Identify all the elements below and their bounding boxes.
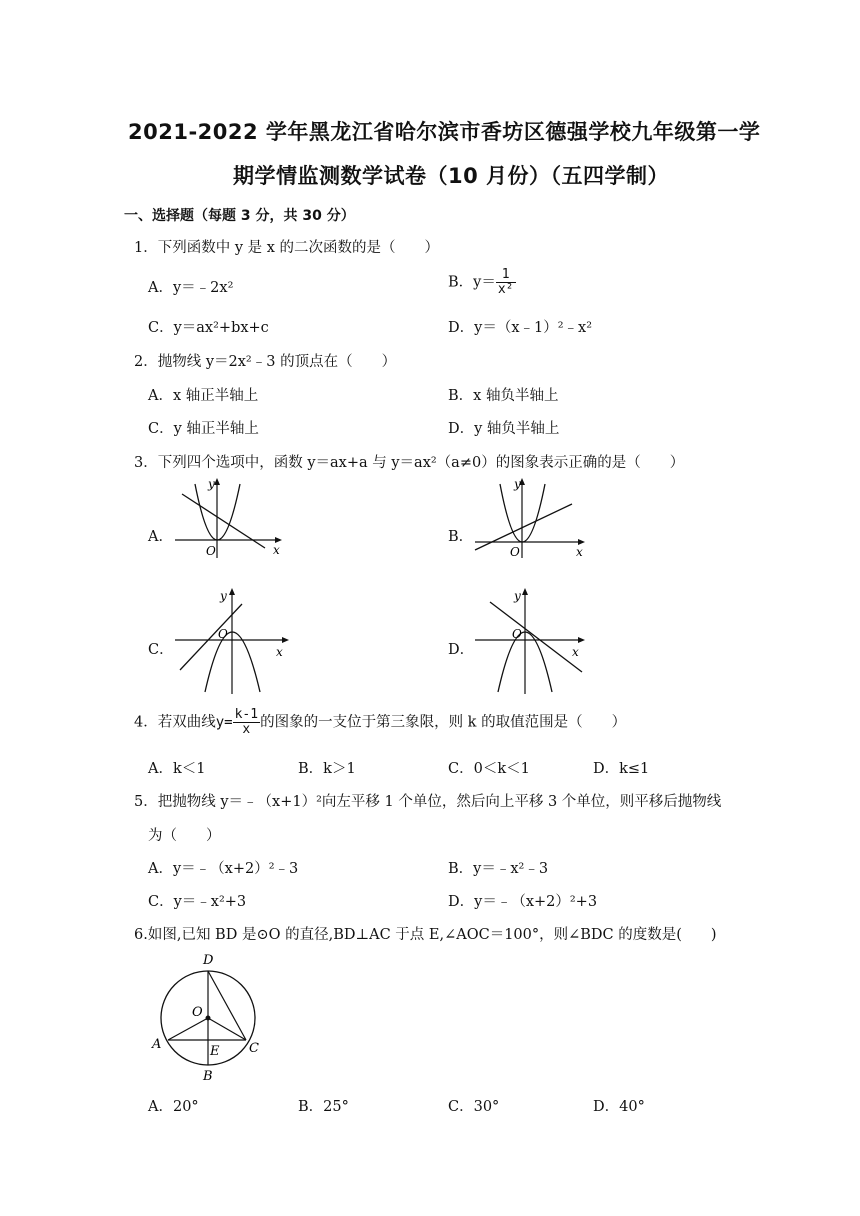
label-o: O [192,1005,203,1020]
y-axis-label: y [220,589,227,603]
question-3-option-c: C． [148,642,174,658]
origin-label: O [218,627,228,641]
fraction-numerator: 1 [496,268,516,283]
fraction-denominator: x [242,722,251,737]
question-4-stem [134,708,626,737]
title-line-1: 2021-2022 学年黑龙江省哈尔滨市香坊区德强学校九年级第一学 [128,120,761,144]
origin-label: O [510,545,520,559]
question-2-option-d: D．y 轴负半轴上 [448,421,560,437]
question-2-stem: 2．抛物线 y＝2x²﹣3 的顶点在（ ） [134,354,397,370]
option-b-prefix: B．y＝ [448,274,496,291]
question-6-option-b: B．25° [298,1099,349,1115]
section-heading: 一、选择题（每题 3 分，共 30 分） [124,208,355,224]
x-axis-label: x [276,645,283,659]
label-e: E [210,1044,220,1059]
question-2-option-a: A．x 轴正半轴上 [148,388,259,404]
fraction-numerator: k-1 [234,707,259,722]
question-5-option-a: A．y＝﹣（x+2）²﹣3 [148,861,299,877]
question-6-option-a: A．20° [148,1099,199,1115]
question-6-option-c: C．30° [448,1099,500,1115]
question-1-option-d: D．y＝（x﹣1）²﹣x² [448,320,593,336]
question-2-option-b: B．x 轴负半轴上 [448,388,559,404]
question-1-option-a: A．y＝﹣2x² [148,280,234,296]
label-d: D [203,953,214,968]
circle-figure [148,948,268,1086]
label-c: C [249,1041,259,1056]
fraction-denominator: x² [497,282,514,297]
x-axis-label: x [572,645,579,659]
graph-a [170,476,285,561]
question-5-option-b: B．y＝﹣x²﹣3 [448,861,549,877]
label-a: A [152,1037,162,1052]
question-6-stem: 6.如图,已知 BD 是⊙O 的直径,BD⊥AC 于点 E,∠AOC＝100°，则∠BDC 的度数是( ) [134,927,717,943]
origin-label: O [206,544,216,558]
question-5-stem-line-2: 为（ ） [148,828,221,844]
question-3-option-a: A． [148,529,173,545]
y-axis-label: y [208,477,215,491]
question-3-option-d: D． [448,642,475,658]
x-axis-label: x [273,543,280,557]
question-5-stem-line-1: 5．把抛物线 y＝﹣（x+1）²向左平移 1 个单位，然后向上平移 3 个单位，则平移后抛物线 [134,794,722,810]
question-1-option-b [448,268,516,297]
question-3-option-b: B． [448,529,474,545]
question-5-option-c: C．y＝﹣x²+3 [148,894,247,910]
fraction [496,268,516,297]
x-axis-label: x [576,545,583,559]
origin-label: O [512,627,522,641]
graph-c [170,586,290,696]
equation-lhs: y= [215,714,233,731]
y-axis-label: y [514,477,521,491]
question-4-option-d: D．k≤1 [593,761,650,777]
question-4-option-c: C．0＜k＜1 [448,761,530,777]
question-1-option-c: C．y＝ax²+bx+c [148,320,269,336]
y-axis-label: y [514,589,521,603]
question-1-stem: 1．下列函数中 y 是 x 的二次函数的是（ ） [134,240,440,256]
question-5-option-d: D．y＝﹣（x+2）²+3 [448,894,598,910]
question-3-stem: 3．下列四个选项中，函数 y＝ax+a 与 y＝ax²（a≠0）的图象表示正确的是（ ） [134,455,685,471]
title-line-2: 期学情监测数学试卷（10 月份）（五四学制） [233,164,670,188]
question-4-option-b: B．k＞1 [298,761,356,777]
graph-b [470,476,590,561]
question-4-suffix: 的图象的一支位于第三象限，则 k 的取值范围是（ ） [260,714,627,731]
graph-d [470,586,590,696]
question-4-prefix: 4．若双曲线 [134,714,216,731]
fraction [233,708,260,737]
label-b: B [203,1069,213,1084]
question-2-option-c: C．y 轴正半轴上 [148,421,259,437]
question-4-option-a: A．k＜1 [148,761,206,777]
question-6-option-d: D．40° [593,1099,645,1115]
